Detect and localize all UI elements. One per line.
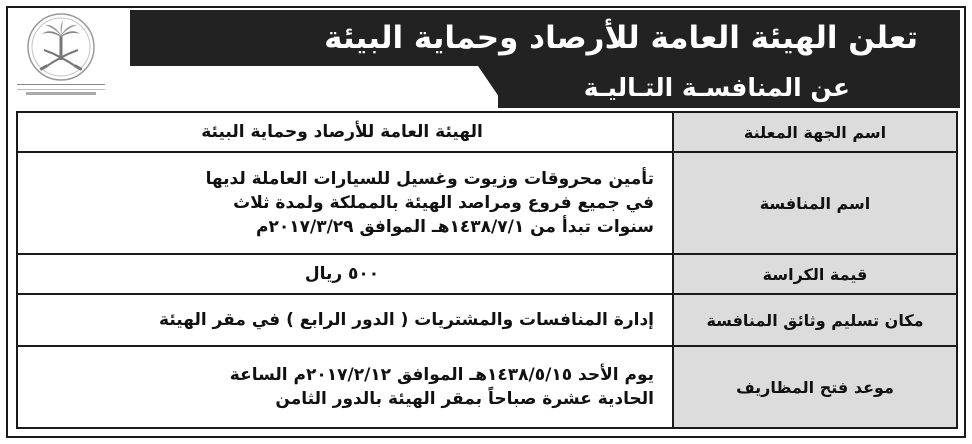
value-line: في جميع فروع ومراصد الهيئة بالمملكة ولمدة ثلاث [233, 192, 654, 213]
row-value [18, 255, 672, 293]
table-row [18, 295, 956, 347]
row-value [18, 113, 672, 151]
logo-caption-line [26, 92, 96, 95]
table-row [18, 113, 956, 153]
saudi-emblem-icon [26, 12, 96, 82]
table-row [18, 255, 956, 295]
value-line: ٥٠٠ ريال [304, 263, 380, 284]
table-row [18, 153, 956, 255]
value-line: إدارة المنافسات والمشتريات ( الدور الرابع ) في مقر الهيئة [159, 309, 654, 330]
row-label: موعد فتح المظاريف [672, 347, 956, 427]
title-banner [130, 10, 960, 102]
row-value [18, 153, 672, 253]
row-label: قيمة الكراسة [672, 255, 956, 293]
logo-caption-line [17, 84, 105, 90]
row-value [18, 295, 672, 345]
value-line: الحادية عشرة صباحاً بمقر الهيئة بالدور الثامن [275, 389, 654, 409]
value-line: يوم الأحد ١٤٣٨/٥/١٥هـ الموافق ٢٠١٧/٢/١٢م الساعة [229, 364, 654, 385]
logo [14, 12, 108, 104]
value-line: الهيئة العامة للأرصاد وحماية البيئة [201, 121, 483, 142]
row-label: مكان تسليم وثائق المنافسة [672, 295, 956, 345]
table-row [18, 347, 956, 427]
title-line-1: تعلن الهيئة العامة للأرصاد وحماية البيئة [130, 10, 960, 66]
row-value [18, 347, 672, 427]
tender-details-table [16, 111, 958, 429]
row-label: اسم المنافسة [672, 153, 956, 253]
title-line-2: عن المنافسـة التـاليـة [498, 66, 960, 108]
value-line: سنوات تبدأ من ١٤٣٨/٧/١هـ الموافق ٢٠١٧/٣/٢٩م [256, 217, 654, 238]
row-label: اسم الجهة المعلنة [672, 113, 956, 151]
value-line: تأمين محروقات وزيوت وغسيل للسيارات العاملة لديها [205, 168, 654, 189]
